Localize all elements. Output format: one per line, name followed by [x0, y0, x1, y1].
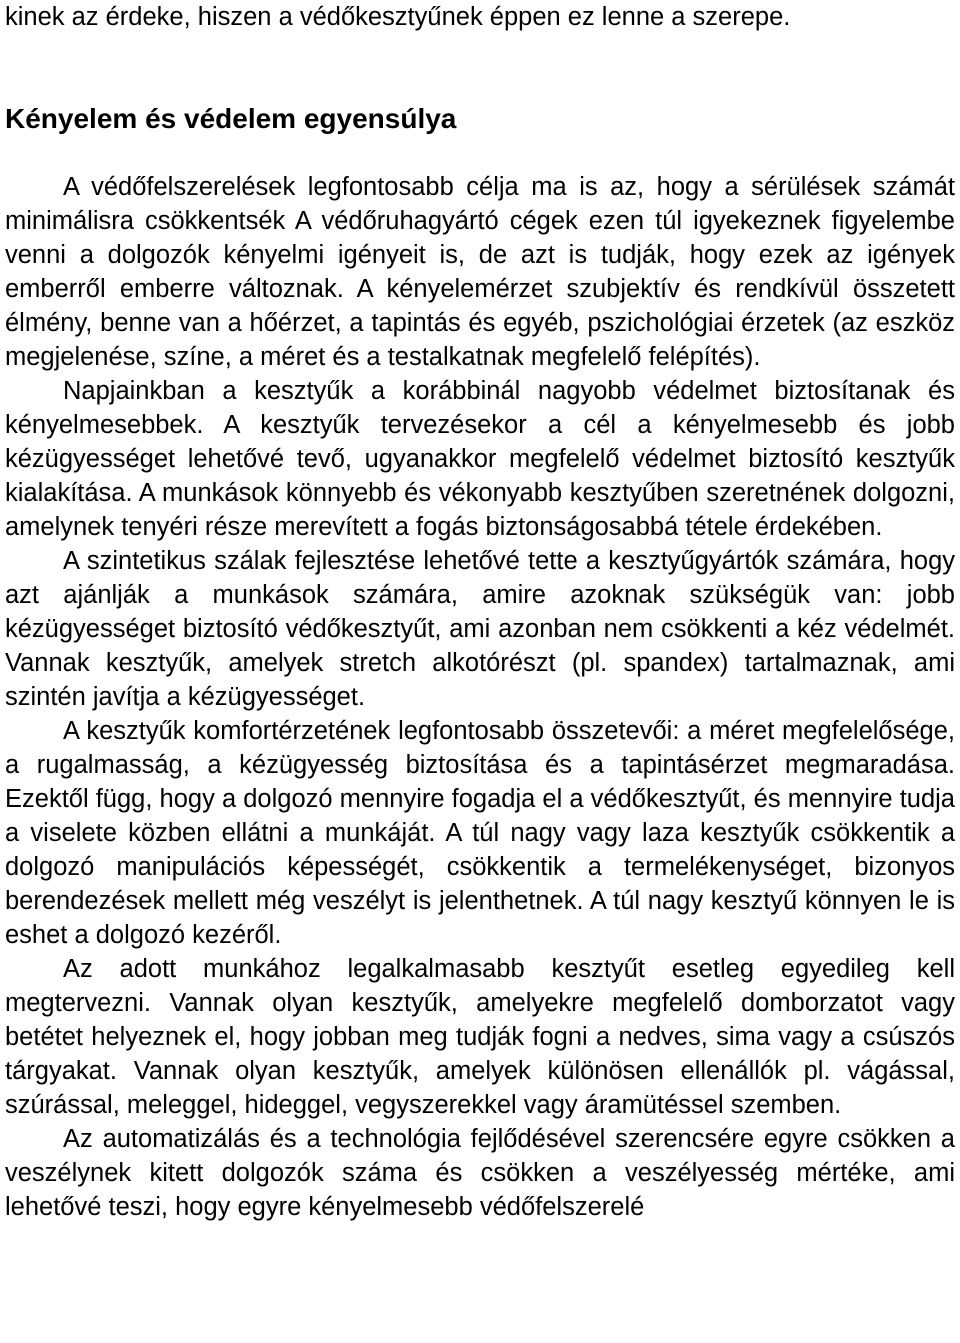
paragraph-custom-design: Az adott munkához legalkalmasabb kesztyűt esetleg egyedileg kell megtervezni. Vannak olyan kesztyűk, amelyekre megfelelő domborzatot vagy betétet helyeznek el, hogy jobban meg tudják fogni a nedves, sima vagy a csúszós tárgyakat. Vannak olyan kesztyűk, amelyek különösen ellenállók pl. vágással, szúrással, meleggel, hideggel, vegyszerekkel vagy áramütéssel szemben.: [5, 955, 955, 1119]
paragraph-automation: Az automatizálás és a technológia fejlődésével szerencsére egyre csökken a veszélynek kitett dolgozók száma és csökken a veszélyesség mértéke, ami lehetővé teszi, hogy egyre kényelmesebb védőfelszerelé: [5, 1125, 955, 1221]
paragraph-synthetic-fibers: A szintetikus szálak fejlesztése lehetővé tette a kesztyűgyártók számára, hogy azt ajánlják a munkások számára, amire azoknak szükségük van: jobb kézügyességet biztosító védőkesztyűt, ami azonban nem csökkenti a kéz védelmét. Vannak kesztyűk, amelyek stretch alkotórészt (pl. spandex) tartalmaznak, ami szintén javítja a kézügyességet.: [5, 547, 955, 711]
paragraph-modern-gloves: Napjainkban a kesztyűk a korábbinál nagyobb védelmet biztosítanak és kényelmesebbek. A kesztyűk tervezésekor a cél a kényelmesebb és jobb kézügyességet lehetővé tevő, ugyanakkor megfelelő védelmet biztosító kesztyűk kialakítása. A munkások könnyebb és vékonyabb kesztyűben szeretnének dolgozni, amelynek tenyéri része merevített a fogás biztonságosabbá tétele érdekében.: [5, 377, 955, 541]
document-page: [5, 0, 955, 1224]
paragraph-comfort-intro: A védőfelszerelések legfontosabb célja ma is az, hogy a sérülések számát minimálisra csökkentsék A védőruhagyártó cégek ezen túl igyekeznek figyelembe venni a dolgozók kényelmi igényeit is, de azt is tudják, hogy ezek az igények emberről emberre változnak. A kényelemérzet szubjektív és rendkívül összetett élmény, benne van a hőérzet, a tapintás és egyéb, pszichológiai érzetek (az eszköz megjelenése, színe, a méret és a testalkatnak megfelelő felépítés).: [5, 173, 955, 371]
continuation-paragraph: kinek az érdeke, hiszen a védőkesztyűnek éppen ez lenne a szerepe.: [5, 3, 791, 31]
section-heading: Kényelem és védelem egyensúlya: [5, 103, 457, 134]
paragraph-comfort-components: A kesztyűk komfortérzetének legfontosabb összetevői: a méret megfelelősége, a rugalmasság, a kézügyesség biztosítása és a tapintásérzet megmaradása. Ezektől függ, hogy a dolgozó mennyire fogadja el a védőkesztyűt, és mennyire tudja a viselete közben ellátni a munkáját. A túl nagy vagy laza kesztyűk csökkentik a dolgozó manipulációs képességét, csökkentik a termelékenységet, bizonyos berendezések mellett még veszélyt is jelenthetnek. A túl nagy kesztyű könnyen le is eshet a dolgozó kezéről.: [5, 717, 955, 949]
